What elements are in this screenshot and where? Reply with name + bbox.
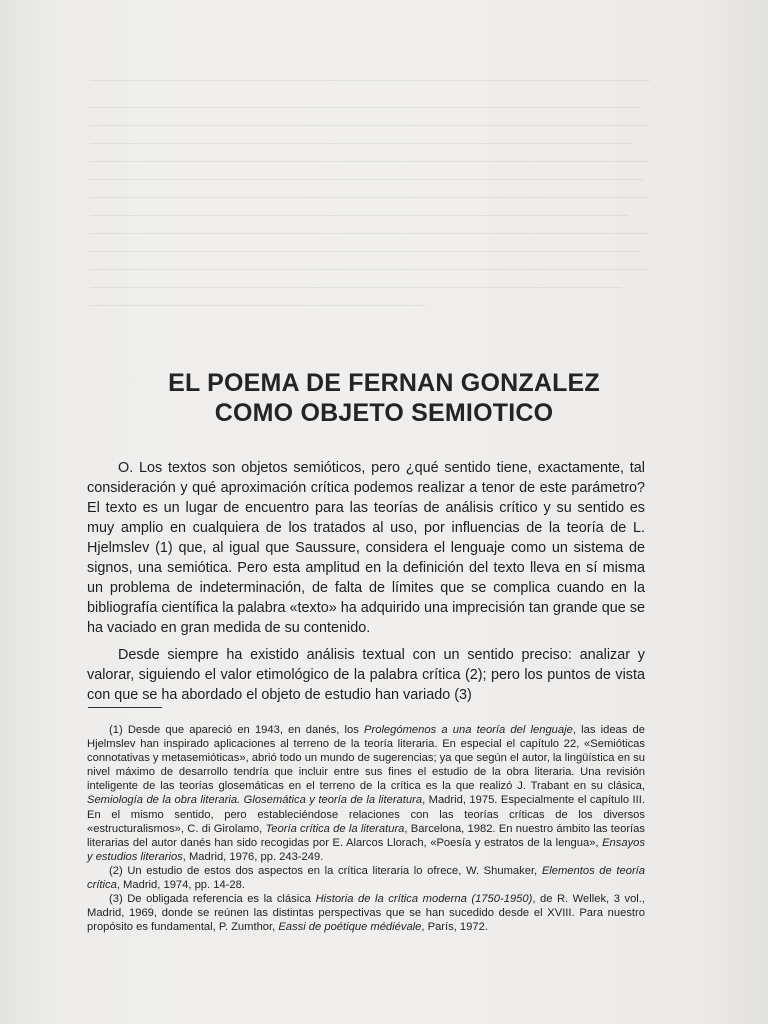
title-line-1: EL POEMA DE FERNAN GONZALEZ bbox=[168, 369, 600, 397]
footnote-3-title: Historia de la crítica moderna (1750-1950) bbox=[315, 893, 533, 906]
footnote-2-title: Elementos de teoría crítica bbox=[87, 864, 646, 892]
footnote-separator bbox=[88, 707, 162, 708]
footnote-3-text: , de R. Wellek, 3 vol., Madrid, 1969, donde se reúnen las distintas perspectivas que se han sucedido desde el XVIII. Para nuestro propósito es fundamental, P. Zumthor, bbox=[87, 893, 645, 934]
footnote-3-title: Eassi de poétique médiévale bbox=[278, 921, 422, 934]
footnote-1-title: Ensayos y estudios literarios bbox=[87, 836, 645, 863]
footnote-2-text: (2) Un estudio de estos dos aspectos en la crítica literaria lo ofrece, W. Shumaker, bbox=[109, 864, 542, 877]
footnote-1-title: Teoría crítica de la literatura bbox=[265, 822, 405, 835]
footnote-3-text: , París, 1972. bbox=[421, 921, 488, 934]
footnote-3 bbox=[87, 892, 645, 934]
footnote-1-text: , Madrid, 1976, pp. 243-249. bbox=[182, 850, 324, 863]
footnote-1-title: Semiología de la obra literaria. Glosemática y teoría de la literatura bbox=[87, 794, 423, 807]
body-paragraph-1: O. Los textos son objetos semióticos, pero ¿qué sentido tiene, exactamente, tal consideración y qué aproximación crítica podemos realizar a tenor de este parámetro? El texto es un lugar de encuentro para las teorías de análisis crítico y su sentido es muy amplio en cualquiera de los tratados al uso, por influencias de la teoría de L. Hjelmslev (1) que, al igual que Saussure, considera el lenguaje como un sistema de signos, una semiótica. Pero esta amplitud en la definición del texto lleva en sí misma un problema de indeterminación, de falta de límites que se complica cuando en la bibliografía científica la palabra «texto» ha adquirido una imprecisión tan grande que se ha vaciado en gran medida de su contenido. bbox=[87, 460, 645, 636]
footnote-1-text: , Madrid, 1975. Especialmente el capítulo III. En el mismo sentido, pero estableciéndose relaciones con las teorías críticas de los diversos «estructuralismos», C. di Girolamo, bbox=[87, 794, 645, 835]
footnote-2-text: , Madrid, 1974, pp. 14-28. bbox=[116, 879, 245, 892]
article-title bbox=[60, 368, 708, 428]
bleed-through-text bbox=[90, 80, 650, 370]
footnote-2 bbox=[87, 864, 645, 892]
footnote-1-text: , Barcelona, 1982. En nuestro ámbito las teorías literarias del autor danés han sido recogidas por E. Alarcos Llorach, «Poesía y estratos de la lengua», bbox=[87, 822, 645, 849]
footnotes bbox=[87, 723, 645, 934]
article-body bbox=[87, 458, 645, 705]
title-line-2: COMO OBJETO SEMIOTICO bbox=[214, 399, 554, 427]
footnote-1-text: (1) Desde que apareció en 1943, en danés, los bbox=[109, 724, 365, 736]
footnote-3-text: (3) De obligada referencia es la clásica bbox=[109, 893, 316, 906]
footnote-1 bbox=[87, 723, 645, 864]
footnote-1-text: , las ideas de Hjelmslev han inspirado aplicaciones al terreno de la teoría literaria. En especial el capítulo 22, «Semióticas connotativas y metasemióticas», abrió todo un mundo de sugerencias; ya que según el autor, la lingüística en su nivel máximo de desarrollo tendría que incluir entre sus fines el estudio de la obra literaria. Una revisión inteligente de las teorías glosemáticas en el terreno de la crítica es la que realizó J. Trabant en su clásica, bbox=[87, 724, 645, 793]
footnote-1-title: Prolegómenos a una teoría del lenguaje bbox=[364, 724, 573, 736]
body-paragraph-2: Desde siempre ha existido análisis textual con un sentido preciso: analizar y valorar, siguiendo el valor etimológico de la palabra crítica (2); pero los puntos de vista con que se ha abordado el objeto de estudio han variado (3) bbox=[87, 647, 645, 703]
